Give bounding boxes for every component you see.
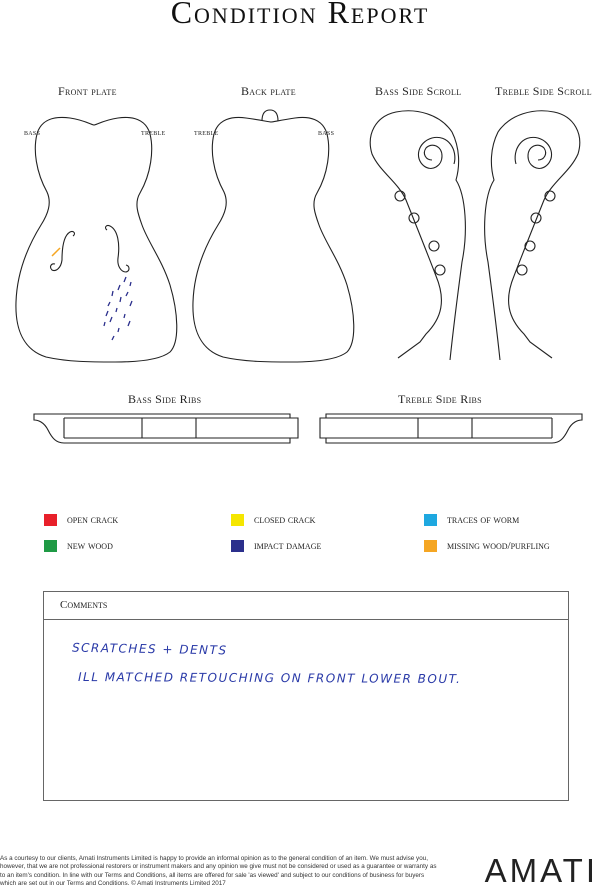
comments-title: Comments xyxy=(60,599,108,611)
impact-damage-marks xyxy=(104,277,132,340)
comments-header xyxy=(44,592,568,620)
bass-side-scroll-label: Bass Side Scroll xyxy=(375,84,462,98)
bass-scroll-outline xyxy=(370,111,465,360)
legend-new-wood: new wood xyxy=(44,539,113,553)
footer-disclaimer: As a courtesy to our clients, Amati Instruments Limited is happy to provide an informal opinion as to the general condition of an item. We must advise you, however, that we are not professional restorers or instrument makers and any opinion we give must not be considered or used as a guarantee or warranty as to an item's condition. In line with our Terms and Conditions, all items are offered for sale 'as viewed' and subject to our conditions of business for buyers which are set out in our Terms and Conditions. © Amati Instruments Limited 2017 xyxy=(0,855,437,887)
back-treble-side-label: treble xyxy=(194,128,219,137)
swatch-closed-crack xyxy=(231,514,244,526)
comments-box xyxy=(43,591,569,801)
bass-scroll-spiral xyxy=(418,137,454,168)
swatch-missing-wood xyxy=(424,540,437,552)
legend-closed-crack: closed crack xyxy=(231,513,315,527)
swatch-new-wood xyxy=(44,540,57,552)
bass-f-hole xyxy=(51,231,75,270)
comment-line: SCRATCHES + DENTS xyxy=(71,640,228,658)
front-treble-side-label: treble xyxy=(141,128,166,137)
back-plate-outline xyxy=(193,117,354,362)
retouching-mark xyxy=(52,248,60,256)
legend-impact-damage: impact damage xyxy=(231,539,321,553)
swatch-impact-damage xyxy=(231,540,244,552)
front-plate-outline xyxy=(16,117,177,362)
swatch-traces-of-worm xyxy=(424,514,437,526)
treble-f-hole xyxy=(106,225,129,272)
treble-side-ribs-label: Treble Side Ribs xyxy=(398,392,482,406)
damage-legend xyxy=(0,508,600,558)
front-bass-side-label: bass xyxy=(24,128,41,137)
legend-open-crack: open crack xyxy=(44,513,118,527)
back-plate-label: Back plate xyxy=(241,84,296,98)
back-bass-side-label: bass xyxy=(318,128,335,137)
legend-missing-wood: missing wood/purfling xyxy=(424,539,550,553)
back-plate-button xyxy=(262,110,278,121)
front-plate-label: Front plate xyxy=(58,84,117,98)
bass-side-ribs-label: Bass Side Ribs xyxy=(128,392,202,406)
amati-logo: AMATI xyxy=(484,852,598,889)
treble-scroll-spiral xyxy=(515,137,551,168)
treble-scroll-outline xyxy=(485,111,580,360)
swatch-open-crack xyxy=(44,514,57,526)
comment-line: ILL MATCHED RETOUCHING ON FRONT LOWER BOUT. xyxy=(77,669,462,687)
legend-traces-of-worm: traces of worm xyxy=(424,513,519,527)
page-title: Condition Report xyxy=(170,0,430,30)
treble-side-scroll-label: Treble Side Scroll xyxy=(495,84,592,98)
